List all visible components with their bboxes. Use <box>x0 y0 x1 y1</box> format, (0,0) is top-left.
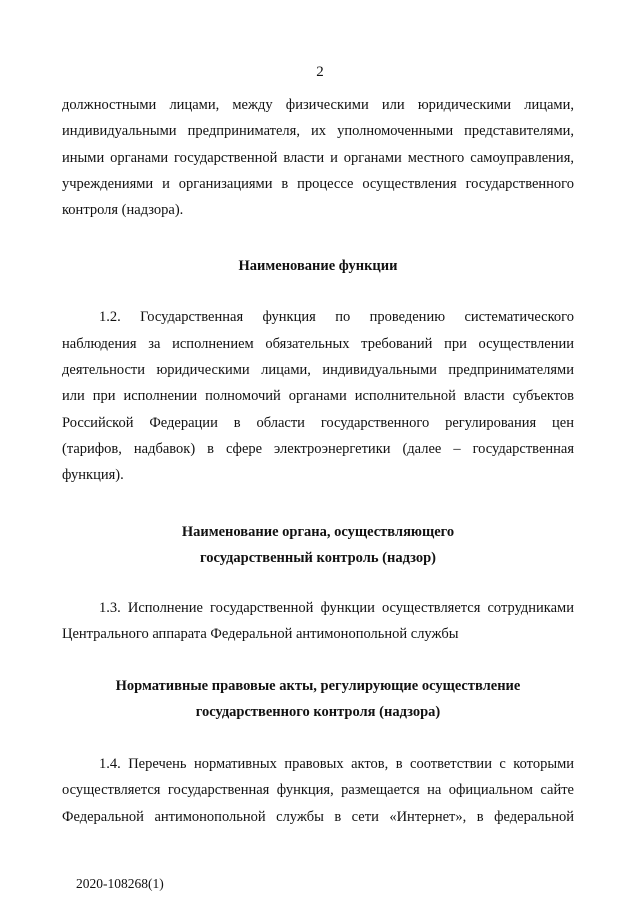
paragraph-line: Центрального аппарата Федеральной антимонопольной службы <box>62 625 459 642</box>
paragraph-line: 1.4. Перечень нормативных правовых актов, в соответствии с которыми <box>99 756 574 773</box>
paragraph-line: осуществляется государственная функция, размещается на официальном сайте <box>62 782 574 799</box>
paragraph-line: Федеральной антимонопольной службы в сети «Интернет», в федеральной <box>62 808 574 825</box>
paragraph-line: или при исполнении полномочий органами исполнительной власти субъектов <box>62 388 574 405</box>
heading-function <box>62 253 574 279</box>
paragraph-line: 1.2. Государственная функция по проведению систематического <box>99 309 574 326</box>
document-body <box>62 92 574 830</box>
document-registration-code: 2020-108268(1) <box>76 876 164 891</box>
heading-line: государственный контроль (надзор) <box>200 549 436 566</box>
heading-legal-acts <box>62 673 574 725</box>
paragraph-line: должностными лицами, между физическими или юридическими лицами, <box>62 97 574 113</box>
paragraph-line: деятельности юридическими лицами, индивидуальными предпринимателями <box>62 362 574 379</box>
paragraph-line: иными органами государственной власти и органами местного самоуправления, <box>62 149 574 166</box>
heading-authority <box>62 519 574 571</box>
paragraph-1-3 <box>62 595 574 648</box>
paragraph-1-2 <box>62 304 574 488</box>
paragraph-1-4 <box>62 751 574 830</box>
heading-line: Наименование функции <box>238 258 398 275</box>
page-number: 2 <box>316 64 324 80</box>
heading-line: государственного контроля (надзора) <box>195 704 441 721</box>
paragraph-line: функция). <box>62 467 124 484</box>
paragraph-line: (тарифов, надбавок) в сфере электроэнергетики (далее – государственная <box>62 440 574 457</box>
heading-line: Наименование органа, осуществляющего <box>181 523 455 540</box>
paragraph-line: контроля (надзора). <box>62 202 184 219</box>
paragraph-line: учреждениями и организациями в процессе осуществления государственного <box>62 175 574 192</box>
heading-line: Нормативные правовые акты, регулирующие осуществление <box>115 678 521 695</box>
paragraph-line: 1.3. Исполнение государственной функции осуществляется сотрудниками <box>99 599 574 616</box>
paragraph-line: Российской Федерации в области государственного регулирования цен <box>62 414 574 431</box>
paragraph-intro <box>62 92 574 223</box>
paragraph-line: наблюдения за исполнением обязательных требований при осуществлении <box>62 335 574 352</box>
paragraph-line: индивидуальными предпринимателя, их уполномоченными представителями, <box>62 123 574 140</box>
